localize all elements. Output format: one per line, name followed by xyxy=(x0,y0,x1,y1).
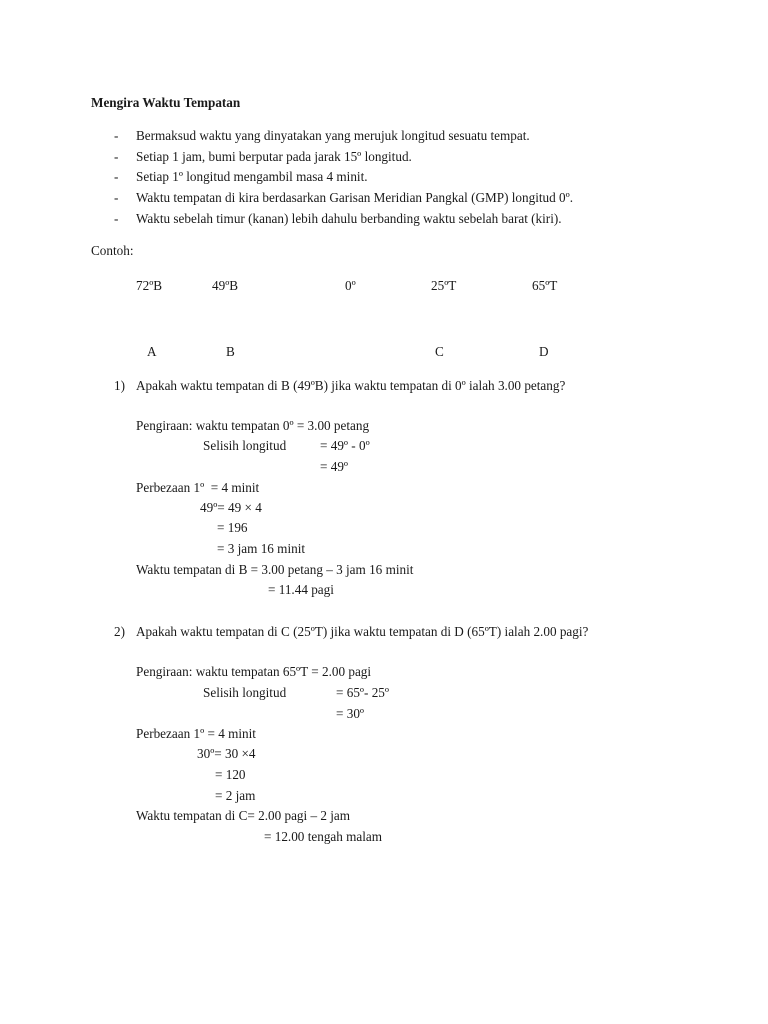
bullet-dash: - xyxy=(114,190,119,205)
bullet-dash: - xyxy=(114,169,119,184)
bullet-dash: - xyxy=(114,149,119,164)
working-line: Selisih longitud xyxy=(203,685,287,700)
longitude-label: 49ºB xyxy=(212,278,239,293)
document-title: Mengira Waktu Tempatan xyxy=(91,95,241,110)
working-line: Waktu tempatan di B = 3.00 petang – 3 jam 16 minit xyxy=(136,562,414,577)
bullet-text: Bermaksud waktu yang dinyatakan yang merujuk longitud sesuatu tempat. xyxy=(136,128,530,143)
question-number: 1) xyxy=(114,378,125,393)
working-line: 49º= 49 × 4 xyxy=(200,500,262,515)
bullet-dash: - xyxy=(114,128,119,143)
question-number: 2) xyxy=(114,624,125,639)
working-line: = 3 jam 16 minit xyxy=(217,541,306,556)
working-line: Pengiraan: waktu tempatan 0º = 3.00 petang xyxy=(136,418,370,433)
point-label: B xyxy=(226,344,235,359)
longitude-label: 72ºB xyxy=(136,278,163,293)
bullet-text: Waktu sebelah timur (kanan) lebih dahulu berbanding waktu sebelah barat (kiri). xyxy=(136,211,562,226)
working-line: = 49º xyxy=(320,459,349,474)
question-text: Apakah waktu tempatan di B (49ºB) jika waktu tempatan di 0º ialah 3.00 petang? xyxy=(136,378,566,393)
working-line: = 12.00 tengah malam xyxy=(264,829,383,844)
longitude-label: 0º xyxy=(345,278,356,293)
bullet-text: Waktu tempatan di kira berdasarkan Garisan Meridian Pangkal (GMP) longitud 0º. xyxy=(136,190,574,205)
working-line: Perbezaan 1º = 4 minit xyxy=(136,480,260,495)
bullet-text: Setiap 1 jam, bumi berputar pada jarak 15º longitud. xyxy=(136,149,412,164)
working-line: Waktu tempatan di C= 2.00 pagi – 2 jam xyxy=(136,808,351,823)
working-line: 30º= 30 ×4 xyxy=(197,746,256,761)
longitude-label: 25ºT xyxy=(431,278,457,293)
working-line: = 196 xyxy=(217,520,248,535)
point-label: C xyxy=(435,344,444,359)
working-line: Selisih longitud xyxy=(203,438,287,453)
working-line: = 30º xyxy=(336,706,365,721)
longitude-label: 65ºT xyxy=(532,278,558,293)
question-text: Apakah waktu tempatan di C (25ºT) jika waktu tempatan di D (65ºT) ialah 2.00 pagi? xyxy=(136,624,589,639)
point-label: D xyxy=(539,344,549,359)
working-line: = 49º - 0º xyxy=(320,438,370,453)
bullet-text: Setiap 1º longitud mengambil masa 4 minit. xyxy=(136,169,368,184)
example-label: Contoh: xyxy=(91,243,134,258)
working-line: Pengiraan: waktu tempatan 65ºT = 2.00 pagi xyxy=(136,664,372,679)
bullet-dash: - xyxy=(114,211,119,226)
working-line: = 11.44 pagi xyxy=(268,582,334,597)
working-line: = 65º- 25º xyxy=(336,685,389,700)
working-line: = 2 jam xyxy=(215,788,256,803)
working-line: Perbezaan 1º = 4 minit xyxy=(136,726,256,741)
point-label: A xyxy=(147,344,157,359)
working-line: = 120 xyxy=(215,767,246,782)
